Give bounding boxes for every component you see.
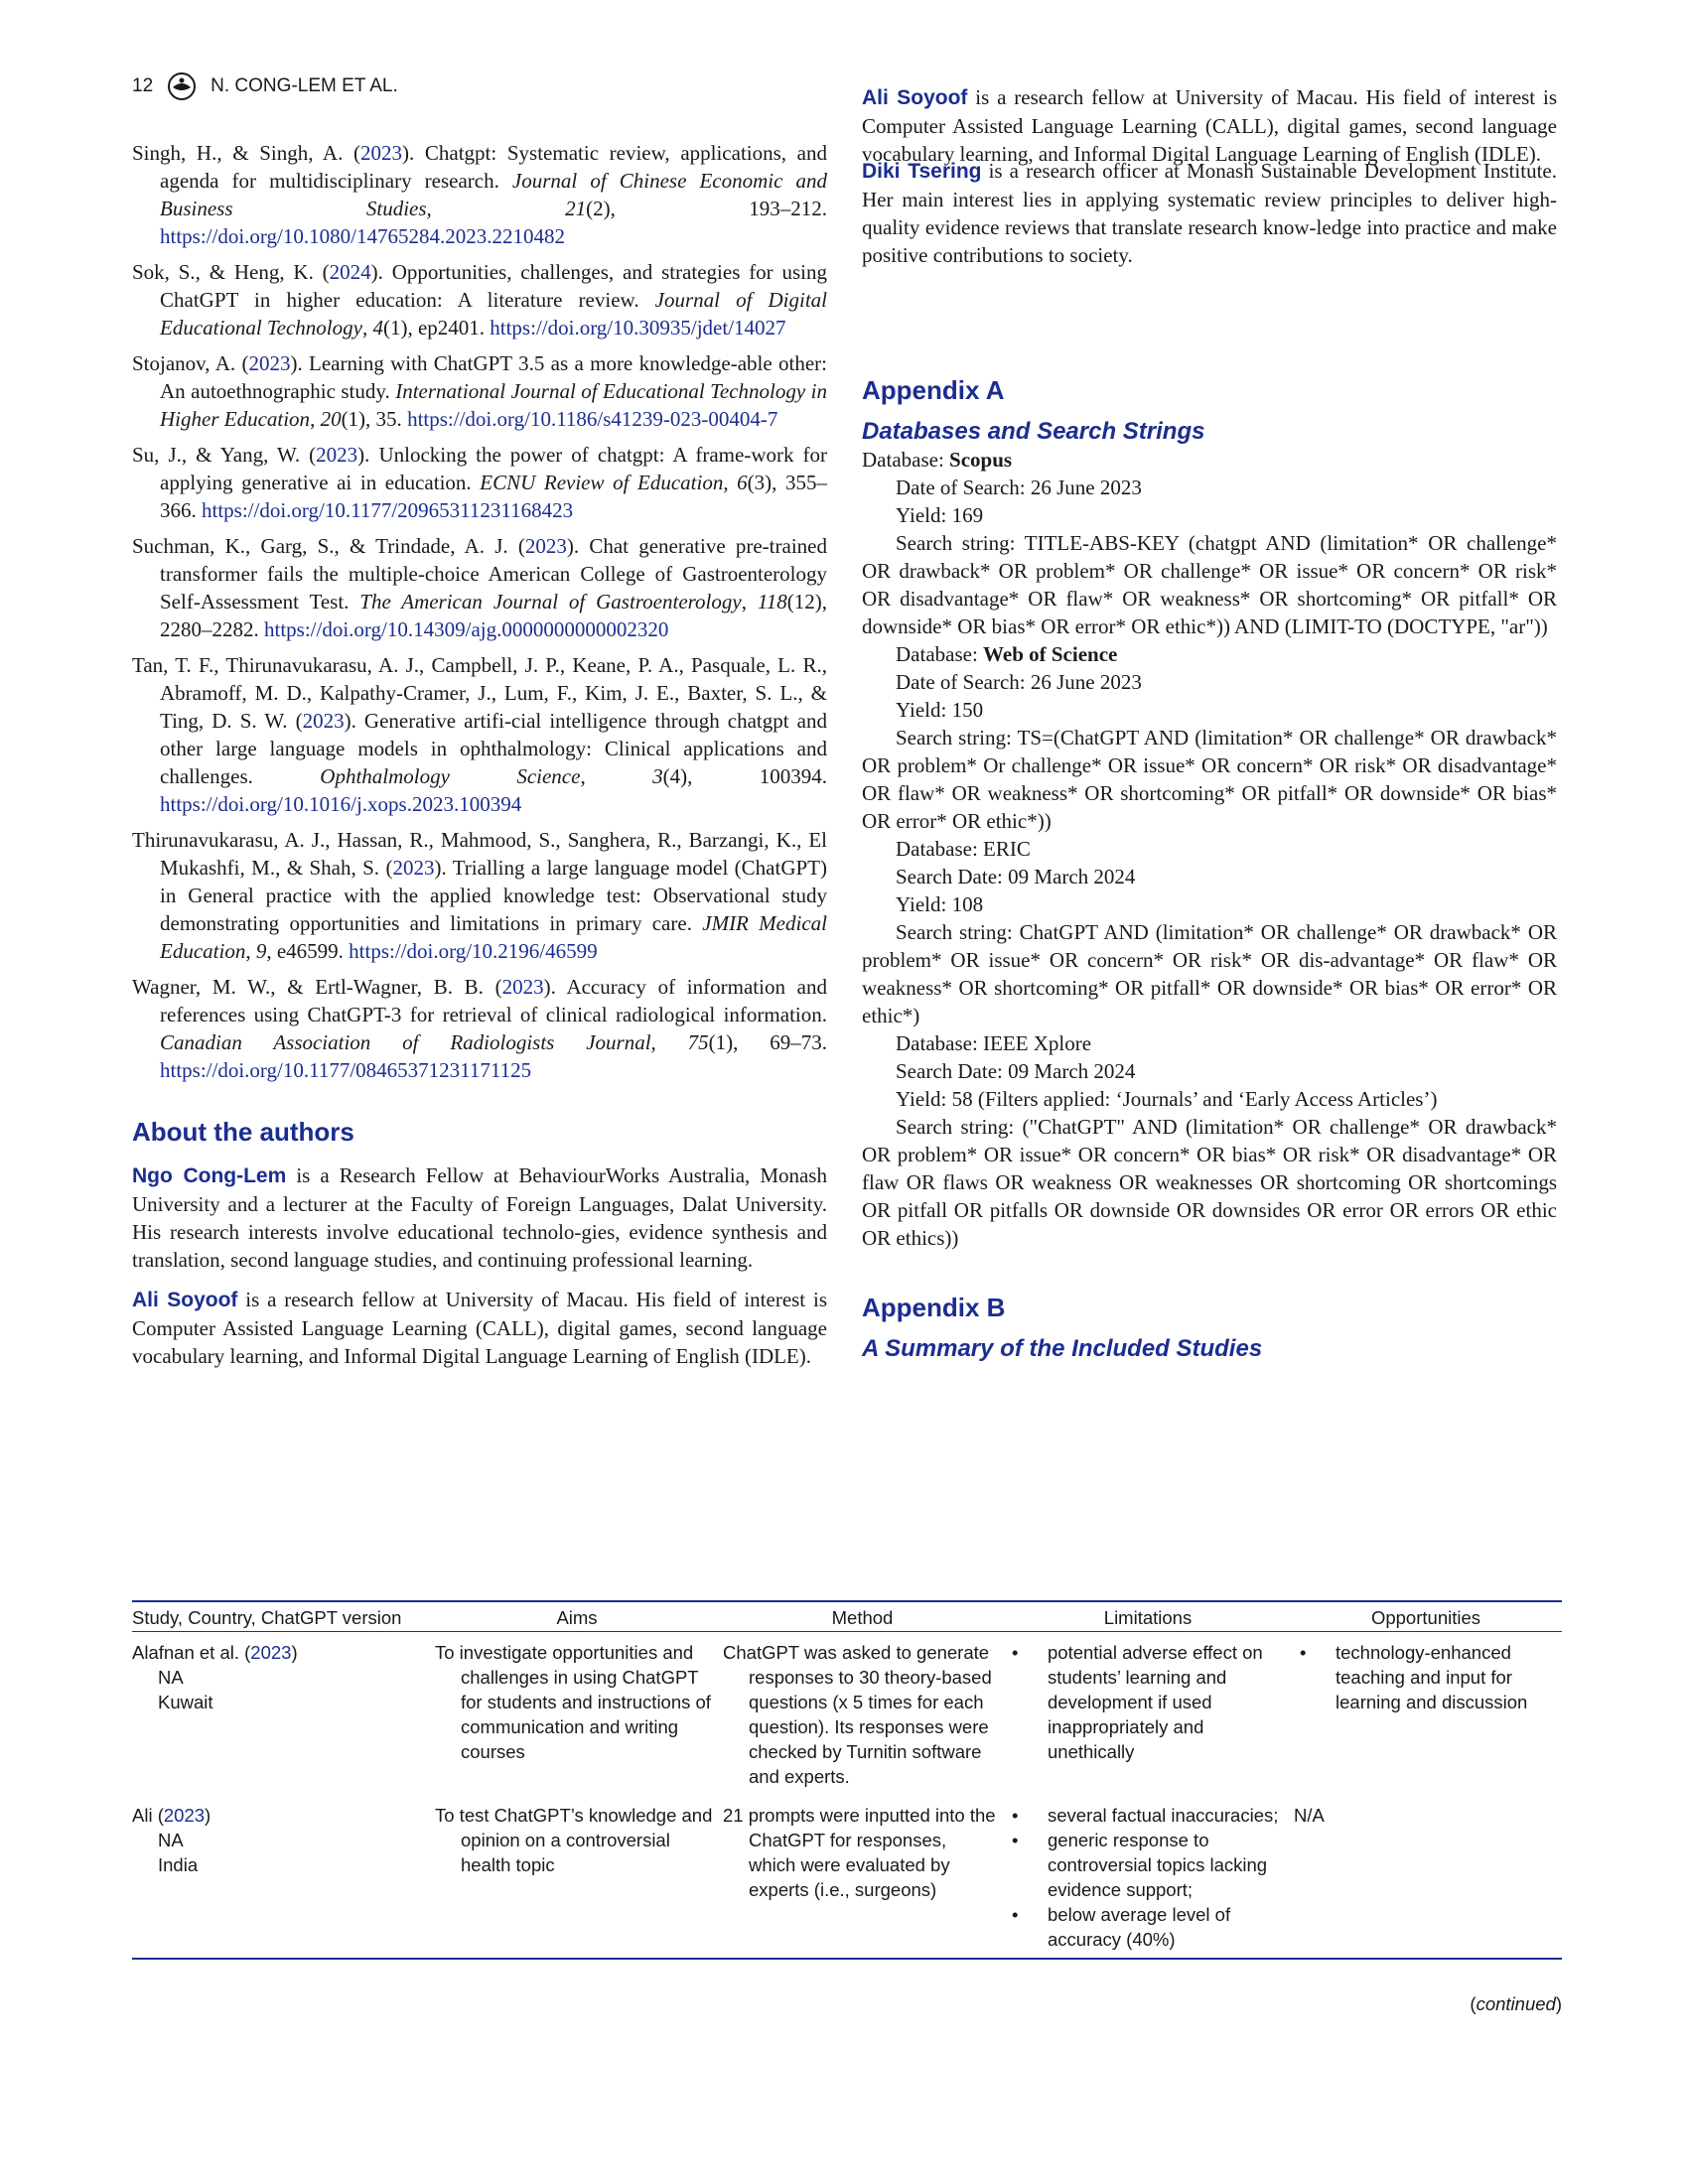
- reference-year-link[interactable]: 2023: [316, 443, 358, 467]
- reference-journal: ECNU Review of Education: [480, 471, 724, 494]
- reference-title: ). Accuracy of information and references using ChatGPT-3 for retrieval of clinical radiological information.: [160, 975, 827, 1026]
- reference-separator: ,: [245, 939, 256, 963]
- limitations-cell: [1006, 1795, 1294, 1959]
- method-cell: [723, 1632, 1006, 1796]
- reference-separator: ,: [310, 407, 321, 431]
- method-cell: [723, 1795, 1006, 1959]
- author-bio-text: is a research fellow at University of Macau. His field of interest is Computer Assisted Language Learning (CALL), digital games, second language vocabulary learning, and Informal Digital Language Learning of English (IDLE).: [132, 1288, 827, 1368]
- header-opportunities: Opportunities: [1294, 1601, 1562, 1632]
- scopus-search-string: Search string: TITLE-ABS-KEY (chatgpt AND (limitation* OR challenge* OR drawback* OR problem* OR challenge* OR issue* OR concern* OR risk* OR disadvantage* OR flaw* OR weakness* OR shortcoming* OR pitfall* OR downside* OR bias* OR error* OR ethic*)) AND (LIMIT-TO (DOCTYPE, "ar")): [862, 531, 1557, 638]
- aims-cell: [435, 1795, 723, 1959]
- reference-pages: (12), 2280–2282.: [160, 590, 828, 641]
- aims-text: To test ChatGPT’s knowledge and opinion on a controversial health topic: [435, 1805, 713, 1875]
- list-item: • potential adverse effect on students’ learning and development if used inappropriately and unethically: [1006, 1640, 1286, 1764]
- reference-pages: (4), 100394.: [662, 764, 827, 788]
- author-bio-text: is a Research Fellow at BehaviourWorks Australia, Monash University and a lecturer at the Faculty of Foreign Languages, Dalat University. His research interests involve educational technolo-gies, evidence synthesis and translation, second language studies, and continuing professional learning.: [132, 1163, 827, 1272]
- reference-volume: 75: [687, 1030, 709, 1054]
- reference-separator: ,: [361, 316, 373, 340]
- included-studies-table: [132, 1600, 1562, 1960]
- reference-title: ). Unlocking the power of chatgpt: A frame-work for applying generative ai in education.: [160, 443, 827, 494]
- reference-journal: Canadian Association of Radiologists Journal: [160, 1030, 651, 1054]
- method-text: 21 prompts were inputted into the ChatGPT for responses, which were evaluated by experts (i.e., surgeons): [723, 1805, 996, 1900]
- reference-doi-link[interactable]: https://doi.org/10.14309/ajg.0000000000002320: [264, 617, 669, 641]
- author-bio-diki: [862, 157, 1557, 269]
- table-continued-note: (continued): [1470, 1993, 1562, 2014]
- appendix-a-heading: Appendix A: [862, 375, 1005, 405]
- reference-doi-link[interactable]: https://doi.org/10.1177/20965311231168423: [202, 498, 574, 522]
- reference-year-link[interactable]: 2023: [248, 351, 291, 375]
- reference-authors: Wagner, M. W., & Ertl-Wagner, B. B. (: [132, 975, 502, 999]
- scopus-name: Scopus: [949, 448, 1013, 472]
- reference-journal: Ophthalmology Science: [320, 764, 581, 788]
- header-study: Study, Country, ChatGPT version: [132, 1601, 435, 1632]
- reference-title: ). Learning with ChatGPT 3.5 as a more knowledge-able other: An autoethnographic study.: [160, 351, 827, 403]
- author-bio-text: is a research fellow at University of Macau. His field of interest is Computer Assisted Language Learning (CALL), digital games, second language vocabulary learning, and Informal Digital Language Learning of English (IDLE).: [862, 85, 1557, 166]
- reference-doi-link[interactable]: https://doi.org/10.2196/46599: [349, 939, 598, 963]
- author-name-ngo[interactable]: Ngo Cong-Lem: [132, 1164, 287, 1187]
- scopus-yield: Yield: 169: [896, 503, 984, 527]
- running-header: [132, 71, 398, 101]
- reference-pages: (1), ep2401.: [382, 316, 491, 340]
- reference-pages: , e46599.: [266, 939, 350, 963]
- reference-separator: ,: [741, 590, 758, 614]
- reference-separator: ,: [723, 471, 738, 494]
- reference-title: ). Generative artifi-cial intelligence through chatgpt and other large language models in ophthalmology: Clinical applications and challenges.: [160, 709, 827, 788]
- header-aims: Aims: [435, 1601, 723, 1632]
- author-name-diki[interactable]: Diki Tsering: [862, 160, 982, 183]
- author-bio-text: is a research officer at Monash Sustainable Development Institute. Her main interest lies in applying systematic review principles to deliver high-quality evidence reviews that translate research know-ledge into practice and make positive contributions to society.: [862, 159, 1557, 267]
- reference-journal: International Journal of Educational Technology in Higher Education: [160, 379, 827, 431]
- eric-yield: Yield: 108: [896, 892, 984, 916]
- method-text: ChatGPT was asked to generate responses to 30 theory-based questions (x 5 times for each question). Its responses were checked by Turnitin software and experts.: [723, 1642, 992, 1787]
- reference-pages: (1), 69–73.: [708, 1030, 827, 1054]
- author-bio-ali: [132, 1286, 827, 1368]
- opportunities-text: N/A: [1294, 1805, 1325, 1826]
- appendix-b-subheading: A Summary of the Included Studies: [862, 1335, 1263, 1362]
- reference-volume: 21: [565, 197, 587, 220]
- scopus-database: Database: Scopus: [862, 448, 1013, 472]
- reference-volume: 4: [372, 316, 383, 340]
- ieee-date: Search Date: 09 March 2024: [896, 1059, 1136, 1083]
- reference-pages: (2), 193–212.: [586, 197, 827, 220]
- reference-title: ). Trialling a large language model (ChatGPT) in General practice with the applied knowledge test: Observational study demonstrating opportunities and limitations in primary care.: [160, 856, 827, 935]
- wos-date: Date of Search: 26 June 2023: [896, 670, 1142, 694]
- scopus-date: Date of Search: 26 June 2023: [896, 476, 1142, 499]
- reference-authors: Sok, S., & Heng, K. (: [132, 260, 330, 284]
- wos-database: Database: Web of Science: [896, 642, 1118, 666]
- limitations-list: [1006, 1640, 1286, 1764]
- reference-year-link[interactable]: 2024: [329, 260, 371, 284]
- reference-entry: [132, 258, 827, 341]
- eric-date: Search Date: 09 March 2024: [896, 865, 1136, 888]
- reference-doi-link[interactable]: https://doi.org/10.30935/jdet/14027: [490, 316, 786, 340]
- reference-entry: [132, 973, 827, 1084]
- reference-year-link[interactable]: 2023: [392, 856, 435, 880]
- limitations-cell: [1006, 1632, 1294, 1796]
- reference-pages: (1), 35.: [341, 407, 408, 431]
- reference-authors: Su, J., & Yang, W. (: [132, 443, 317, 467]
- list-item: • several factual inaccuracies;: [1006, 1803, 1286, 1828]
- study-country: India: [158, 1854, 199, 1875]
- reference-volume: 20: [320, 407, 342, 431]
- list-item: • generic response to controversial topics lacking evidence support;: [1006, 1828, 1286, 1902]
- about-authors-heading: About the authors: [132, 1117, 354, 1147]
- header-method: Method: [723, 1601, 1006, 1632]
- reference-year-link[interactable]: 2023: [501, 975, 544, 999]
- study-citation: Ali (2023): [132, 1805, 211, 1826]
- appendix-a-subheading: Databases and Search Strings: [862, 418, 1205, 445]
- reference-separator: ,: [426, 197, 566, 220]
- reference-list: [132, 139, 827, 1084]
- limitations-list: [1006, 1803, 1286, 1952]
- author-bio-ali-continued: [862, 83, 1557, 166]
- right-column: [862, 85, 1557, 1363]
- eric-database: Database: ERIC: [896, 837, 1031, 861]
- ieee-database: Database: IEEE Xplore: [896, 1031, 1092, 1055]
- reference-year-link[interactable]: 2023: [360, 141, 402, 165]
- table-row: [132, 1632, 1562, 1796]
- publisher-logo-icon: [167, 71, 197, 101]
- reference-authors: Thirunavukarasu, A. J., Hassan, R., Mahmood, S., Sanghera, R., Barzangi, K., El Mukashfi, M., & Shah, S. (: [132, 828, 827, 880]
- study-year-link[interactable]: 2023: [163, 1805, 206, 1826]
- author-name-ali[interactable]: Ali Soyoof: [862, 86, 968, 109]
- page-number: 12: [132, 75, 154, 96]
- study-citation: Alafnan et al. (2023): [132, 1642, 298, 1663]
- opportunities-cell: [1294, 1632, 1562, 1796]
- wos-yield: Yield: 150: [896, 698, 984, 722]
- reference-title: ). Chatgpt: Systematic review, applications, and agenda for multidisciplinary research.: [160, 141, 828, 193]
- reference-doi-link[interactable]: https://doi.org/10.1186/s41239-023-00404-7: [407, 407, 778, 431]
- reference-title: ). Opportunities, challenges, and strategies for using ChatGPT in higher education: A literature review.: [160, 260, 827, 312]
- wos-name: Web of Science: [983, 642, 1118, 666]
- wos-search-string: Search string: TS=(ChatGPT AND (limitation* OR challenge* OR drawback* OR problem* Or challenge* OR issue* OR concern* OR risk* OR disadvantage* OR flaw* OR weakness* OR shortcoming* OR pitfall* OR downside* OR bias* OR error* OR ethic*)): [862, 726, 1557, 833]
- ieee-search-string: Search string: ("ChatGPT" AND (limitation* OR challenge* OR drawback* OR problem* OR issue* OR concern* OR bias* OR risk* OR disadvantage* OR flaw OR flaws OR weakness OR weaknesses OR shortcoming OR shortcomings OR pitfall OR pitfalls OR downside OR downsides OR error OR errors OR ethic OR ethics)): [862, 1115, 1557, 1250]
- reference-journal: Journal of Chinese Economic and Business Studies: [160, 169, 827, 220]
- list-item: • technology-enhanced teaching and input for learning and discussion: [1294, 1640, 1554, 1714]
- reference-authors: Stojanov, A. (: [132, 351, 249, 375]
- aims-text: To investigate opportunities and challenges in using ChatGPT for students and instructions of communication and writing courses: [435, 1642, 711, 1762]
- reference-journal: JMIR Medical Education: [160, 911, 827, 963]
- reference-journal: The American Journal of Gastroenterology: [359, 590, 742, 614]
- author-name-ali[interactable]: Ali Soyoof: [132, 1289, 238, 1311]
- running-head-authors: N. CONG-LEM ET AL.: [211, 75, 398, 96]
- table-header-row: [132, 1601, 1562, 1632]
- study-cell: [132, 1795, 435, 1959]
- reference-doi-link[interactable]: https://doi.org/10.1177/08465371231171125: [160, 1058, 532, 1082]
- reference-volume: 9: [255, 939, 267, 963]
- reference-separator: ,: [650, 1030, 688, 1054]
- reference-entry: [132, 651, 827, 818]
- reference-entry: [132, 441, 827, 524]
- table-row: [132, 1795, 1562, 1959]
- eric-search-string: Search string: ChatGPT AND (limitation* OR challenge* OR drawback* OR problem* OR issue* OR concern* OR risk* OR dis-advantage* OR flaw* OR weakness* OR shortcoming* OR pitfall* OR downside* OR bias* OR error* OR ethic*): [862, 920, 1557, 1027]
- reference-entry: [132, 139, 827, 250]
- reference-doi-link[interactable]: https://doi.org/10.1016/j.xops.2023.100394: [160, 792, 522, 816]
- author-bio-ngo: [132, 1161, 827, 1274]
- reference-doi-link[interactable]: https://doi.org/10.1080/14765284.2023.2210482: [160, 224, 565, 248]
- reference-volume: 118: [757, 590, 787, 614]
- reference-authors: Singh, H., & Singh, A. (: [132, 141, 360, 165]
- reference-entry: [132, 349, 827, 433]
- chatgpt-version: NA: [158, 1830, 184, 1850]
- reference-year-link[interactable]: 2023: [302, 709, 345, 733]
- study-year-link[interactable]: 2023: [250, 1642, 292, 1663]
- reference-authors: Suchman, K., Garg, S., & Trindade, A. J. (: [132, 534, 525, 558]
- reference-year-link[interactable]: 2023: [524, 534, 567, 558]
- reference-entry: [132, 532, 827, 643]
- reference-pages: (3), 355–366.: [160, 471, 827, 522]
- author-bio-ali-overflow: [862, 83, 1557, 168]
- reference-volume: 6: [737, 471, 748, 494]
- reference-volume: 3: [652, 764, 663, 788]
- reference-entry: [132, 826, 827, 965]
- study-country: Kuwait: [158, 1692, 213, 1712]
- reference-title: ). Chat generative pre-trained transformer fails the multiple-choice American College of Gastroenterology Self-Assessment Test.: [160, 534, 827, 614]
- header-limitations: Limitations: [1006, 1601, 1294, 1632]
- aims-cell: [435, 1632, 723, 1796]
- opportunities-cell: [1294, 1795, 1562, 1959]
- study-cell: [132, 1632, 435, 1796]
- reference-authors: Tan, T. F., Thirunavukarasu, A. J., Campbell, J. P., Keane, P. A., Pasquale, L. R., Abramoff, M. D., Kalpathy-Cramer, J., Lum, F., Kim, J. E., Baxter, S. L., & Ting, D. S. W. (: [132, 653, 827, 733]
- table-body: [132, 1632, 1562, 1960]
- opportunities-list: [1294, 1640, 1554, 1714]
- chatgpt-version: NA: [158, 1667, 184, 1688]
- ieee-yield: Yield: 58 (Filters applied: ‘Journals’ and ‘Early Access Articles’): [896, 1087, 1438, 1111]
- left-column: [132, 139, 828, 1368]
- appendix-b-heading: Appendix B: [862, 1293, 1006, 1322]
- reference-separator: ,: [580, 764, 653, 788]
- reference-journal: Journal of Digital Educational Technology: [160, 288, 827, 340]
- list-item: • below average level of accuracy (40%): [1006, 1902, 1286, 1952]
